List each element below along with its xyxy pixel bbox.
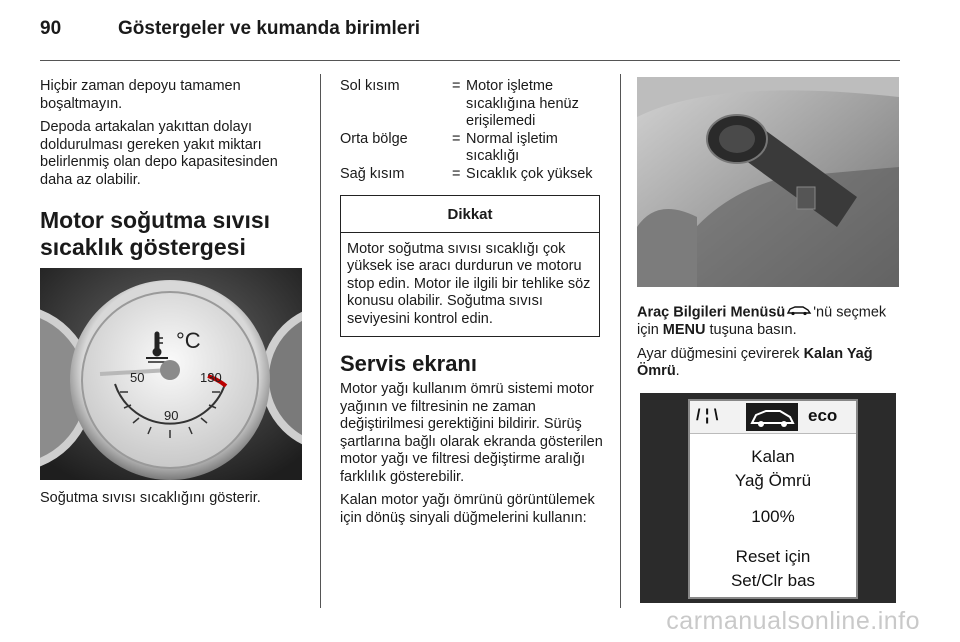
- column-divider-2: [620, 74, 621, 608]
- definition-equals: =: [452, 78, 461, 94]
- menu-key-label: MENU: [662, 322, 706, 339]
- definition-desc: Sıcaklık çok yüksek: [466, 165, 593, 182]
- display-line-oil-life: Yağ Ömrü: [734, 471, 812, 490]
- caution-text: Motor soğutma sıvısı sıcaklığı çok yüksek ise aracı durdurun ve motoru stop edin. Motor ile ilgili bir tehlike söz konusu olabilir. Soğutma sıvısı seviyesini kontrol edin.: [347, 240, 591, 327]
- gauge-tick-label: 90: [164, 408, 179, 423]
- turn-signal-lever-illustration: [637, 77, 899, 287]
- watermark: carmanualsonline.info: [666, 607, 920, 635]
- definition-term: Sol kısım: [340, 78, 400, 94]
- display-line-kalan: Kalan: [751, 447, 795, 466]
- steering-stalk-photo: [637, 77, 899, 287]
- paragraph: Depoda artakalan yakıttan dolayı doldurulması gereken yakıt miktarı belirlenmiş olan depo kapasitesinden daha az olabilir.: [40, 119, 278, 188]
- caution-box: [340, 195, 600, 337]
- column-3-text: [637, 304, 901, 387]
- paragraph: Motor yağı kullanım ömrü sistemi motor yağının ve filtresinin ne zaman değiştirilmesi gerektiğini bildirir. Sürüş şartlarına bağlı olarak ekranda gösterilen motor yağı ve filtresi değiştirme aralığı farklılık gösterebilir.: [340, 381, 603, 485]
- display-top-bar: [690, 401, 856, 434]
- column-1: [40, 78, 306, 271]
- definition-row: [340, 166, 602, 184]
- coolant-gauge-photo: [40, 268, 302, 480]
- definition-desc: Motor işletme sıcaklığına henüz erişilemedi: [466, 78, 579, 129]
- gauge-tick-label: 130: [200, 370, 222, 385]
- display-percent: 100%: [751, 507, 795, 526]
- gauge-caption-block: [40, 490, 310, 514]
- page-title: Göstergeler ve kumanda birimleri: [118, 18, 421, 39]
- car-icon: [746, 403, 798, 431]
- definition-row: [340, 78, 602, 131]
- paragraph: Kalan motor yağı ömrünü görüntülemek için dönüş sinyali düğmelerini kullanın:: [340, 492, 595, 526]
- header-divider: [40, 60, 900, 61]
- definition-desc: Normal işletim sıcaklığı: [466, 130, 558, 164]
- road-icon: / ¦ \: [696, 407, 719, 424]
- display-line-reset: Reset için: [735, 547, 811, 566]
- definition-table: [340, 78, 602, 183]
- definition-term: Orta bölge: [340, 130, 408, 147]
- column-divider-1: [320, 74, 321, 608]
- figure-caption: Soğutma sıvısı sıcaklığını gösterir.: [40, 490, 261, 506]
- paragraph: Araç Bilgileri Menüsü 'nü seçmek için MENU tuşuna basın.: [637, 304, 887, 339]
- definition-row: [340, 131, 602, 166]
- coolant-gauge-illustration: [40, 268, 302, 480]
- definition-term: Sağ kısım: [340, 165, 405, 182]
- car-menu-icon: [786, 304, 812, 322]
- definition-equals: =: [452, 130, 461, 147]
- paragraph: Ayar düğmesini çevirerek Kalan Yağ Ömrü.: [637, 345, 873, 380]
- display-line-setclr: Set/Clr bas: [730, 571, 816, 590]
- page-number: 90: [40, 18, 62, 39]
- paragraph: Hiçbir zaman depoyu tamamen boşaltmayın.: [40, 78, 241, 112]
- column-2: [340, 78, 604, 533]
- info-display-screen: [688, 399, 858, 599]
- gauge-unit-label: °C: [176, 328, 201, 353]
- caution-title: Dikkat: [341, 196, 599, 233]
- page-header: [40, 16, 900, 52]
- gauge-tick-label: 50: [130, 370, 145, 385]
- section-heading: Servis ekranı: [340, 351, 477, 376]
- section-heading: Motor soğutma sıvısı sıcaklık göstergesi: [40, 207, 271, 260]
- menu-name: Araç Bilgileri Menüsü: [637, 304, 786, 321]
- info-display-photo: [640, 393, 896, 603]
- definition-equals: =: [452, 165, 461, 182]
- eco-label: eco: [808, 406, 838, 425]
- menu-item-name: Kalan Yağ Ömrü: [637, 345, 873, 380]
